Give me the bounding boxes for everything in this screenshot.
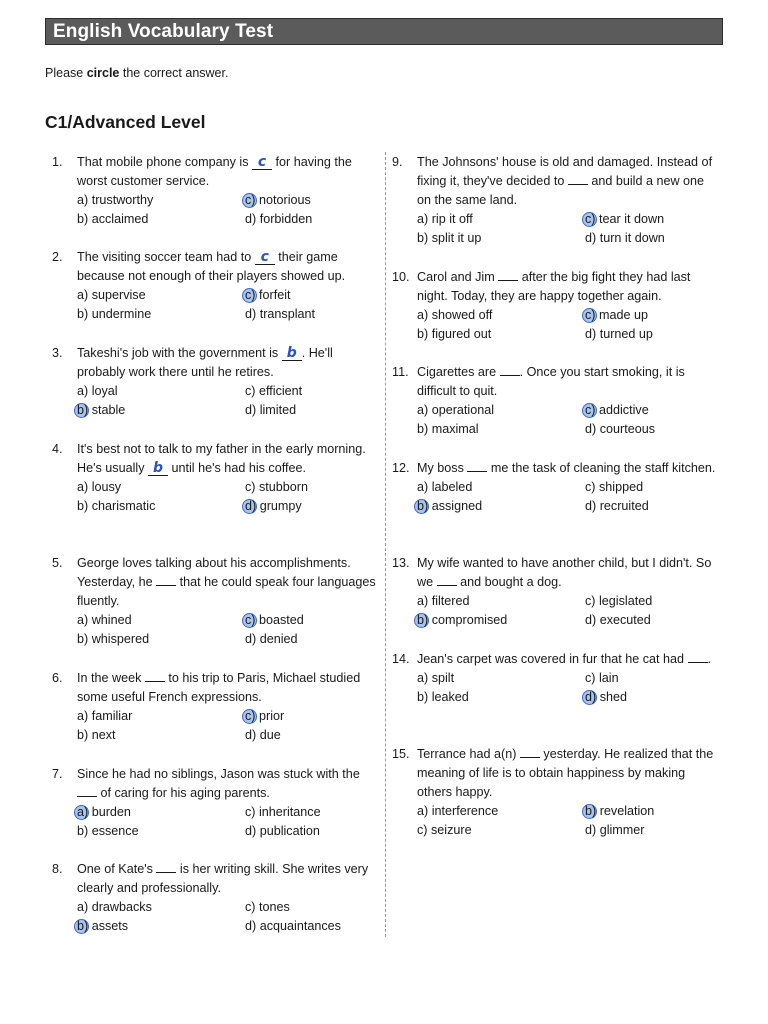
question-text-after: their game because not enough of their players showed up. xyxy=(77,250,346,283)
option-letter: c) xyxy=(245,805,256,819)
answer-option-b[interactable] xyxy=(77,497,245,516)
question-text-before: Jean's carpet was covered in fur that he cat had xyxy=(417,652,688,666)
question-text-before: Takeshi's job with the government is xyxy=(77,346,282,360)
question-text-after: . xyxy=(707,652,712,666)
answer-option-b[interactable] xyxy=(77,305,245,324)
option-letter: a) xyxy=(77,288,89,302)
option-label: drawbacks xyxy=(88,900,152,914)
answer-option-c[interactable] xyxy=(245,898,395,917)
question-number: 9. xyxy=(392,155,403,169)
option-letter: d) xyxy=(585,688,596,707)
answer-option-d[interactable] xyxy=(585,325,735,344)
answer-option-c[interactable] xyxy=(585,669,735,688)
handwritten-answer: c xyxy=(252,155,272,170)
option-letter: d) xyxy=(585,823,597,837)
answer-option-c[interactable] xyxy=(417,821,585,840)
option-letter: b) xyxy=(417,422,429,436)
answer-blank xyxy=(568,172,588,185)
answer-options xyxy=(417,592,717,630)
answer-options xyxy=(77,803,377,841)
option-label: figured out xyxy=(428,327,492,341)
question-number: 11. xyxy=(392,365,409,379)
option-letter: a) xyxy=(417,804,429,818)
option-letter: b) xyxy=(585,802,596,821)
option-label: limited xyxy=(256,403,297,417)
option-letter: b) xyxy=(77,307,89,321)
option-letter: a) xyxy=(77,900,89,914)
option-label: lain xyxy=(595,671,619,685)
option-label: whined xyxy=(88,613,132,627)
instructions-bold: circle xyxy=(86,66,120,80)
question-text xyxy=(77,153,377,191)
option-letter: d) xyxy=(245,919,257,933)
question-number: 14. xyxy=(392,652,410,666)
answer-option-b[interactable] xyxy=(77,401,245,420)
question-8 xyxy=(52,860,377,936)
answer-option-b[interactable] xyxy=(77,630,245,649)
answer-options xyxy=(417,802,717,840)
question-text-after: after the big fight they had last night. Today, they are happy together again. xyxy=(417,270,691,303)
option-label: shed xyxy=(596,690,628,704)
question-number: 15. xyxy=(392,747,410,761)
answer-option-d[interactable] xyxy=(585,497,735,516)
question-number: 3. xyxy=(52,346,63,360)
option-label: shipped xyxy=(595,480,644,494)
question-text-after: . He'll probably work there until he retires. xyxy=(77,346,333,379)
option-label: executed xyxy=(596,613,651,627)
question-9 xyxy=(392,153,717,248)
question-text xyxy=(77,860,377,898)
question-2 xyxy=(52,248,377,324)
option-label: maximal xyxy=(428,422,479,436)
title-bar xyxy=(45,18,723,45)
answer-option-a[interactable] xyxy=(77,286,245,305)
option-letter: a) xyxy=(77,193,89,207)
question-text-after: and bought a dog. xyxy=(456,575,562,589)
question-6 xyxy=(52,669,377,745)
answer-option-b[interactable] xyxy=(417,688,585,707)
question-number: 13. xyxy=(392,556,410,570)
option-letter: c) xyxy=(245,384,256,398)
option-letter: c) xyxy=(585,306,596,325)
handwritten-answer: c xyxy=(255,250,275,265)
answer-option-a[interactable] xyxy=(77,382,245,401)
question-text xyxy=(417,745,717,802)
answer-option-b[interactable] xyxy=(77,822,245,841)
answer-option-d[interactable] xyxy=(245,210,395,229)
option-label: inheritance xyxy=(255,805,321,819)
question-text-before: Carol and Jim xyxy=(417,270,499,284)
question-text xyxy=(417,153,717,210)
option-label: essence xyxy=(88,824,139,838)
option-label: recruited xyxy=(596,499,649,513)
option-label: spilt xyxy=(428,671,455,685)
question-text-after: and build a new one on the same land. xyxy=(417,174,705,207)
option-label: publication xyxy=(256,824,320,838)
question-text xyxy=(417,363,717,401)
option-letter: d) xyxy=(245,824,257,838)
option-letter: a) xyxy=(77,384,89,398)
question-text-after: that he could speak four languages fluently. xyxy=(77,575,376,608)
option-label: showed off xyxy=(428,308,493,322)
question-5 xyxy=(52,554,377,649)
option-letter: b) xyxy=(417,231,429,245)
question-12 xyxy=(392,459,717,516)
option-letter: d) xyxy=(245,497,256,516)
option-letter: b) xyxy=(77,499,89,513)
answer-blank xyxy=(437,573,457,586)
option-label: stubborn xyxy=(255,480,309,494)
answer-options xyxy=(77,286,377,324)
option-label: denied xyxy=(256,632,298,646)
option-letter: a) xyxy=(417,594,429,608)
question-15 xyxy=(392,745,717,840)
answer-blank xyxy=(77,784,97,797)
option-letter: b) xyxy=(417,327,429,341)
answer-option-a[interactable] xyxy=(77,611,245,630)
option-label: leaked xyxy=(428,690,469,704)
option-letter: a) xyxy=(417,308,429,322)
option-letter: c) xyxy=(417,823,428,837)
question-text-after: until he's had his coffee. xyxy=(168,461,306,475)
question-number: 12. xyxy=(392,461,410,475)
answer-option-a[interactable] xyxy=(77,191,245,210)
option-label: operational xyxy=(428,403,495,417)
option-letter: d) xyxy=(585,499,597,513)
option-letter: d) xyxy=(245,307,257,321)
answer-blank xyxy=(500,363,520,376)
question-14 xyxy=(392,650,717,707)
option-label: filtered xyxy=(428,594,470,608)
question-text-after: . Once you start smoking, it is difficult to quit. xyxy=(417,365,685,398)
answer-option-c[interactable] xyxy=(585,478,735,497)
question-text-before: Terrance had a(n) xyxy=(417,747,520,761)
option-letter: a) xyxy=(77,613,89,627)
option-label: supervise xyxy=(88,288,146,302)
option-letter: a) xyxy=(77,803,88,822)
option-letter: a) xyxy=(417,403,429,417)
answer-option-b[interactable] xyxy=(77,917,245,936)
answer-option-c[interactable] xyxy=(585,306,735,325)
option-letter: d) xyxy=(585,422,597,436)
option-label: revelation xyxy=(596,804,655,818)
question-number: 1. xyxy=(52,155,63,169)
answer-option-a[interactable] xyxy=(417,478,585,497)
question-text xyxy=(77,554,377,611)
option-letter: b) xyxy=(77,824,89,838)
answer-options xyxy=(417,306,717,344)
handwritten-answer: b xyxy=(148,461,168,476)
answer-options xyxy=(77,707,377,745)
option-label: seizure xyxy=(427,823,472,837)
answer-option-d[interactable] xyxy=(245,822,395,841)
answer-option-c[interactable] xyxy=(585,401,735,420)
option-letter: a) xyxy=(417,212,429,226)
option-label: boasted xyxy=(255,613,304,627)
answer-option-a[interactable] xyxy=(417,401,585,420)
answer-option-d[interactable] xyxy=(585,611,735,630)
option-letter: b) xyxy=(417,690,429,704)
option-label: tear it down xyxy=(595,212,665,226)
question-number: 10. xyxy=(392,270,410,284)
option-letter: b) xyxy=(77,728,89,742)
question-text-after: to his trip to Paris, Michael studied some useful French expressions. xyxy=(77,671,361,704)
question-text-before: Since he had no siblings, Jason was stuck with the xyxy=(77,767,360,781)
option-letter: c) xyxy=(245,191,256,210)
answer-option-a[interactable] xyxy=(77,478,245,497)
option-label: courteous xyxy=(596,422,656,436)
option-label: turn it down xyxy=(596,231,665,245)
answer-option-d[interactable] xyxy=(585,688,735,707)
answer-option-c[interactable] xyxy=(585,210,735,229)
option-label: tones xyxy=(255,900,290,914)
answer-option-a[interactable] xyxy=(77,707,245,726)
option-label: whispered xyxy=(88,632,150,646)
answer-option-b[interactable] xyxy=(77,210,245,229)
option-letter: b) xyxy=(77,917,88,936)
question-text-before: Cigarettes are xyxy=(417,365,500,379)
question-text-before: One of Kate's xyxy=(77,862,157,876)
answer-option-c[interactable] xyxy=(245,382,395,401)
option-label: grumpy xyxy=(256,499,302,513)
option-label: prior xyxy=(255,709,285,723)
answer-options xyxy=(417,478,717,516)
option-letter: d) xyxy=(585,231,597,245)
question-text-after: me the task of cleaning the staff kitchen. xyxy=(487,461,716,475)
question-text xyxy=(77,248,377,286)
answer-option-d[interactable] xyxy=(245,917,395,936)
option-letter: d) xyxy=(585,613,597,627)
answer-option-b[interactable] xyxy=(585,802,735,821)
question-3 xyxy=(52,344,377,420)
instructions-prefix: Please xyxy=(45,66,87,80)
option-letter: c) xyxy=(585,401,596,420)
option-label: assets xyxy=(88,919,129,933)
question-13 xyxy=(392,554,717,630)
option-label: charismatic xyxy=(88,499,156,513)
option-label: interference xyxy=(428,804,499,818)
option-label: trustworthy xyxy=(88,193,154,207)
option-label: undermine xyxy=(88,307,152,321)
option-label: familiar xyxy=(88,709,133,723)
question-text-after: for having the worst customer service. xyxy=(77,155,352,188)
answer-options xyxy=(417,210,717,248)
answer-option-d[interactable] xyxy=(585,420,735,439)
question-text xyxy=(417,459,717,478)
answer-blank xyxy=(467,459,487,472)
question-text-after: is her writing skill. She writes very clearly and professionally. xyxy=(77,862,369,895)
option-label: acclaimed xyxy=(88,212,149,226)
option-label: stable xyxy=(88,403,126,417)
option-letter: c) xyxy=(245,900,256,914)
question-text-before: The visiting soccer team had to xyxy=(77,250,255,264)
option-letter: b) xyxy=(77,212,89,226)
answer-options xyxy=(77,611,377,649)
question-7 xyxy=(52,765,377,841)
answer-option-a[interactable] xyxy=(77,898,245,917)
answer-blank xyxy=(156,860,176,873)
answer-options xyxy=(77,898,377,936)
option-label: due xyxy=(256,728,281,742)
page-title: English Vocabulary Test xyxy=(53,21,274,42)
question-text xyxy=(417,554,717,592)
answer-option-b[interactable] xyxy=(417,325,585,344)
option-label: split it up xyxy=(428,231,482,245)
option-letter: c) xyxy=(585,671,596,685)
question-text-after: of caring for his aging parents. xyxy=(97,786,270,800)
option-label: forfeit xyxy=(255,288,291,302)
question-text-before: My boss xyxy=(417,461,468,475)
answer-option-b[interactable] xyxy=(417,420,585,439)
question-text-before: That mobile phone company is xyxy=(77,155,253,169)
question-text xyxy=(77,344,377,382)
option-label: burden xyxy=(88,805,131,819)
question-number: 8. xyxy=(52,862,63,876)
answer-option-c[interactable] xyxy=(245,803,395,822)
option-label: glimmer xyxy=(596,823,645,837)
question-text xyxy=(77,669,377,707)
option-label: made up xyxy=(595,308,649,322)
option-label: notorious xyxy=(255,193,311,207)
question-11 xyxy=(392,363,717,439)
answer-option-d[interactable] xyxy=(245,497,395,516)
answer-option-b[interactable] xyxy=(77,726,245,745)
option-letter: c) xyxy=(245,480,256,494)
answer-options xyxy=(77,191,377,229)
instructions-suffix: the correct answer. xyxy=(119,66,229,80)
option-label: legislated xyxy=(595,594,653,608)
question-number: 4. xyxy=(52,442,63,456)
answer-option-d[interactable] xyxy=(245,726,395,745)
answer-option-c[interactable] xyxy=(585,592,735,611)
answer-options xyxy=(77,382,377,420)
option-letter: c) xyxy=(585,480,596,494)
answer-option-d[interactable] xyxy=(245,401,395,420)
option-letter: a) xyxy=(77,709,89,723)
answer-option-d[interactable] xyxy=(585,821,735,840)
option-letter: c) xyxy=(245,286,256,305)
answer-option-d[interactable] xyxy=(245,630,395,649)
answer-blank xyxy=(688,650,708,663)
answer-option-c[interactable] xyxy=(245,478,395,497)
level-heading: C1/Advanced Level xyxy=(45,112,206,132)
answer-blank xyxy=(145,669,165,682)
answer-option-a[interactable] xyxy=(77,803,245,822)
option-label: rip it off xyxy=(428,212,473,226)
option-letter: a) xyxy=(417,671,429,685)
option-letter: c) xyxy=(585,594,596,608)
option-letter: d) xyxy=(245,632,257,646)
option-letter: b) xyxy=(417,611,428,630)
question-4 xyxy=(52,440,377,516)
answer-option-c[interactable] xyxy=(245,286,395,305)
answer-option-d[interactable] xyxy=(245,305,395,324)
question-text-after: yesterday. He realized that the meaning of life is to obtain happiness by making others happy. xyxy=(417,747,714,799)
answer-options xyxy=(77,478,377,516)
instructions xyxy=(45,66,228,80)
option-label: transplant xyxy=(256,307,316,321)
answer-option-a[interactable] xyxy=(417,669,585,688)
question-number: 7. xyxy=(52,767,63,781)
option-label: lousy xyxy=(88,480,122,494)
question-text xyxy=(77,440,377,478)
option-letter: a) xyxy=(417,480,429,494)
question-text-before: My wife wanted to have another child, but I didn't. So we xyxy=(417,556,712,589)
answer-options xyxy=(417,669,717,707)
option-label: assigned xyxy=(428,499,483,513)
option-label: addictive xyxy=(595,403,649,417)
option-letter: b) xyxy=(77,401,88,420)
option-label: compromised xyxy=(428,613,508,627)
option-letter: c) xyxy=(245,611,256,630)
option-label: efficient xyxy=(255,384,303,398)
question-number: 2. xyxy=(52,250,63,264)
option-letter: d) xyxy=(245,212,257,226)
option-label: labeled xyxy=(428,480,473,494)
answer-option-a[interactable] xyxy=(417,210,585,229)
question-number: 5. xyxy=(52,556,63,570)
option-letter: b) xyxy=(77,632,89,646)
answer-option-d[interactable] xyxy=(585,229,735,248)
option-letter: d) xyxy=(245,728,257,742)
answer-option-b[interactable] xyxy=(417,229,585,248)
answer-option-c[interactable] xyxy=(245,707,395,726)
answer-options xyxy=(417,401,717,439)
answer-option-a[interactable] xyxy=(417,306,585,325)
answer-option-b[interactable] xyxy=(417,611,585,630)
answer-option-b[interactable] xyxy=(417,497,585,516)
question-10 xyxy=(392,268,717,344)
question-text-before: The Johnsons' house is old and damaged. Instead of fixing it, they've decided to xyxy=(417,155,713,188)
option-label: next xyxy=(88,728,116,742)
answer-option-a[interactable] xyxy=(417,802,585,821)
option-letter: c) xyxy=(245,707,256,726)
option-letter: d) xyxy=(245,403,257,417)
answer-blank xyxy=(498,268,518,281)
option-letter: a) xyxy=(77,480,89,494)
option-label: acquaintances xyxy=(256,919,341,933)
question-text-before: In the week xyxy=(77,671,145,685)
answer-option-a[interactable] xyxy=(417,592,585,611)
question-text xyxy=(417,650,717,669)
option-label: forbidden xyxy=(256,212,313,226)
option-label: loyal xyxy=(88,384,118,398)
option-label: turned up xyxy=(596,327,653,341)
question-text-before: It's best not to talk to my father in the early morning. He's usually xyxy=(77,442,366,475)
question-number: 6. xyxy=(52,671,63,685)
question-text-before: George loves talking about his accomplishments. Yesterday, he xyxy=(77,556,351,589)
option-letter: d) xyxy=(585,327,597,341)
answer-blank xyxy=(156,573,176,586)
question-1 xyxy=(52,153,377,229)
answer-option-c[interactable] xyxy=(245,191,395,210)
question-text xyxy=(77,765,377,803)
option-letter: b) xyxy=(417,497,428,516)
option-letter: c) xyxy=(585,210,596,229)
handwritten-answer: b xyxy=(282,346,302,361)
answer-option-c[interactable] xyxy=(245,611,395,630)
answer-blank xyxy=(520,745,540,758)
question-text xyxy=(417,268,717,306)
